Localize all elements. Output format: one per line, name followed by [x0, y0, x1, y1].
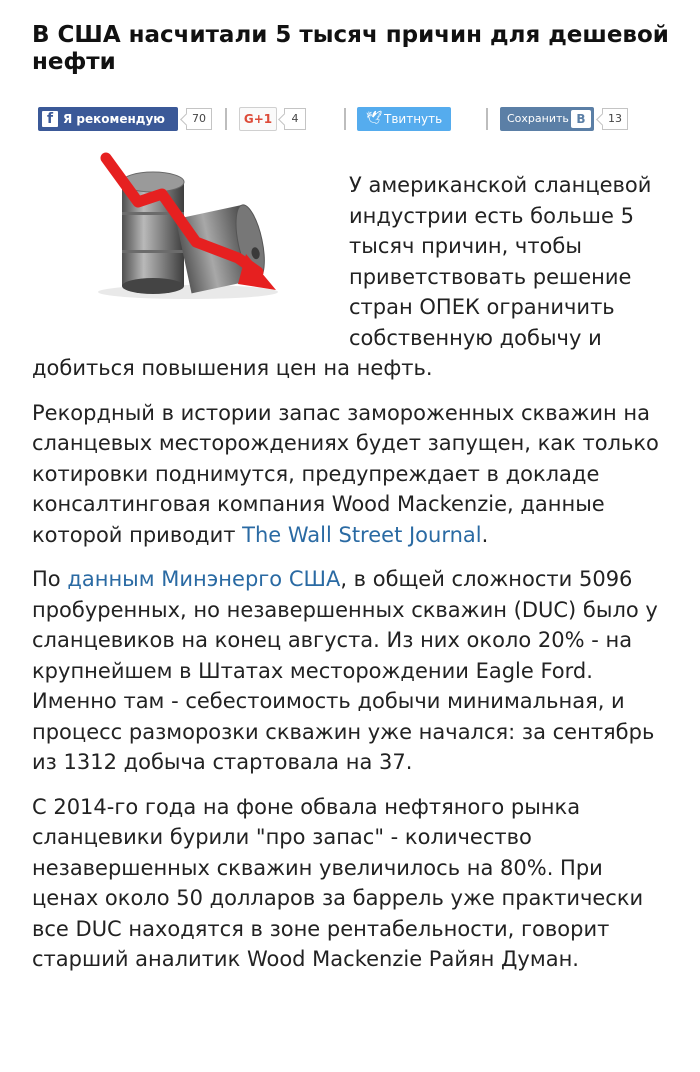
- article-paragraph: [32, 792, 672, 975]
- paragraph-text: .: [481, 522, 489, 547]
- facebook-recommend-label: Я рекомендую: [63, 112, 165, 126]
- vk-icon: В: [571, 110, 591, 128]
- share-separator: [344, 108, 346, 130]
- image-float-spacer: [32, 170, 349, 323]
- twitter-tweet-label: Твитнуть: [384, 112, 443, 126]
- paragraph-text: , в общей сложности 5096 пробуренных, но незавершенных скважин (DUC) было у сланцевиков на конец августа. Из них около 20% - на крупнейшем в Штатах месторождении Eagle Ford. Именно там - себестоимость добычи минимальная, и процесс разморозки скважин уже начался: за сентябрь из 1312 добыча стартовала на 37.: [32, 567, 658, 774]
- paragraph-text: У американской сланцевой индустрии есть больше 5 тысяч причин, чтобы приветствовать решение стран ОПЕК ограничить собственную добычу и добиться повышения цен на нефть.: [32, 173, 652, 380]
- vk-count: 13: [602, 108, 628, 130]
- article-paragraph: [32, 170, 672, 384]
- paragraph-text: Рекордный в истории запас замороженных скважин на сланцевых месторождениях будет запущен, как только котировки поднимутся, предупреждает в докладе консалтинговая компания Wood Mackenzie, данные которой приводит: [32, 400, 659, 547]
- doe-data-link[interactable]: данным Минэнерго США: [67, 567, 341, 591]
- article-body: [32, 170, 672, 989]
- share-separator: [486, 108, 488, 130]
- facebook-count: 70: [186, 108, 212, 130]
- paragraph-text: По: [32, 567, 68, 591]
- share-bar: [0, 107, 700, 133]
- google-plus-button[interactable]: G+1: [239, 107, 277, 131]
- paragraph-text: С 2014-го года на фоне обвала нефтяного рынка сланцевики бурили "про запас" - количество незавершенных скважин увеличилось на 80%. При ценах около 50 долларов за баррель уже практически все DUC находятся в зоне рентабельности, говорит старший аналитик Wood Mackenzie Райян Думан.: [32, 794, 644, 971]
- share-separator: [225, 108, 227, 130]
- facebook-icon: f: [42, 111, 58, 127]
- twitter-tweet-button[interactable]: [357, 107, 451, 131]
- wsj-link[interactable]: The Wall Street Journal: [242, 522, 482, 547]
- article-title: В США насчитали 5 тысяч причин для дешевой нефти: [32, 22, 669, 75]
- article-paragraph: [32, 398, 672, 551]
- article-paragraph: [32, 564, 672, 778]
- vk-save-button[interactable]: [500, 107, 594, 131]
- google-plus-count: 4: [284, 108, 306, 130]
- vk-save-label: Сохранить: [507, 112, 569, 125]
- twitter-bird-icon: 🕊: [366, 111, 383, 126]
- facebook-recommend-button[interactable]: [38, 107, 178, 131]
